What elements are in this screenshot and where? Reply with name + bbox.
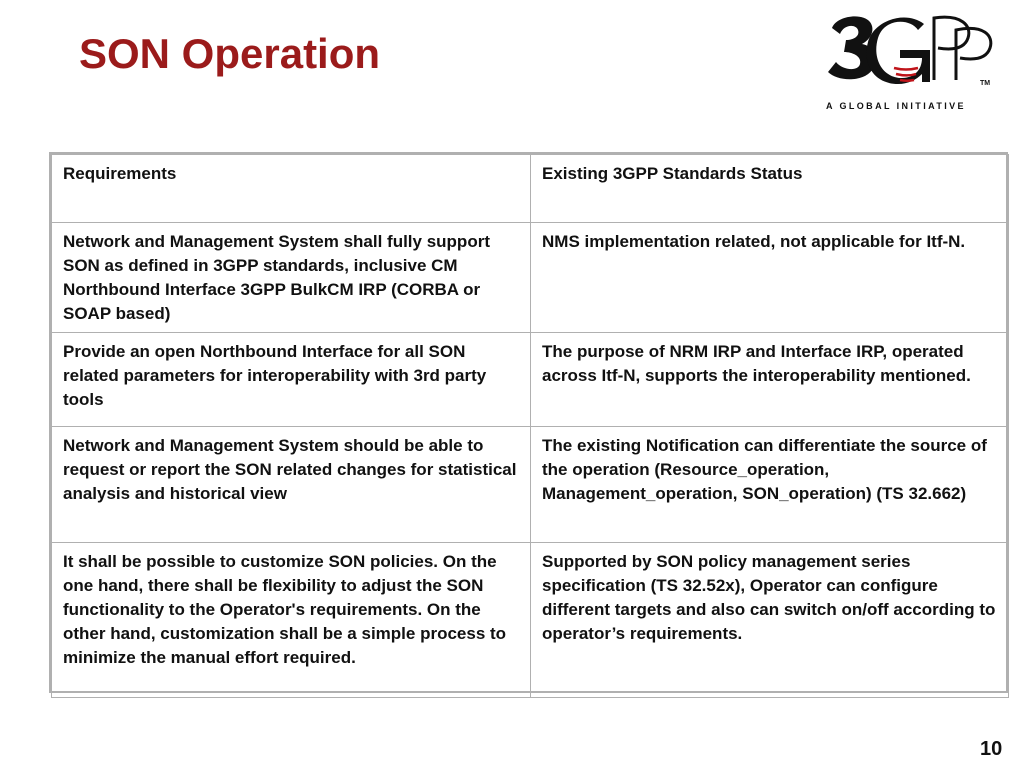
table-row	[52, 333, 1009, 427]
3gpp-logo	[822, 8, 1002, 116]
requirement-cell: It shall be possible to customize SON policies. On the one hand, there shall be flexibility to adjust the SON functionality to the Operator's requirements. On the other hand, customization shall be a simple process to minimize the manual effort required.	[52, 543, 531, 698]
status-cell: The existing Notification can differentiate the source of the operation (Resource_operation, Management_operation, SON_operation) (TS 32.662)	[531, 427, 1009, 543]
slide-title: SON Operation	[79, 30, 381, 77]
status-cell: Supported by SON policy management series specification (TS 32.52x), Operator can configure different targets and also can switch on/off according to operator’s requirements.	[531, 543, 1009, 698]
table-row	[52, 427, 1009, 543]
logo-tagline: A GLOBAL INITIATIVE	[826, 101, 966, 111]
3gpp-logo-mark	[822, 8, 1002, 103]
table-row	[52, 223, 1009, 333]
page-number: 10	[980, 738, 1003, 760]
requirement-cell: Provide an open Northbound Interface for all SON related parameters for interoperability with 3rd party tools	[52, 333, 531, 427]
header-standards-status: Existing 3GPP Standards Status	[531, 155, 1009, 223]
requirement-cell: Network and Management System should be able to request or report the SON related changes for statistical analysis and historical view	[52, 427, 531, 543]
header-requirements: Requirements	[52, 155, 531, 223]
requirement-cell: Network and Management System shall fully support SON as defined in 3GPP standards, inclusive CM Northbound Interface 3GPP BulkCM IRP (CORBA or SOAP based)	[52, 223, 531, 333]
table-row	[52, 543, 1009, 698]
requirements-table	[51, 154, 1009, 698]
status-cell: The purpose of NRM IRP and Interface IRP, operated across Itf-N, supports the interoperability mentioned.	[531, 333, 1009, 427]
requirements-table-container	[49, 152, 1008, 693]
status-cell: NMS implementation related, not applicable for Itf-N.	[531, 223, 1009, 333]
trademark-symbol: TM	[980, 80, 991, 87]
table-header-row	[52, 155, 1009, 223]
